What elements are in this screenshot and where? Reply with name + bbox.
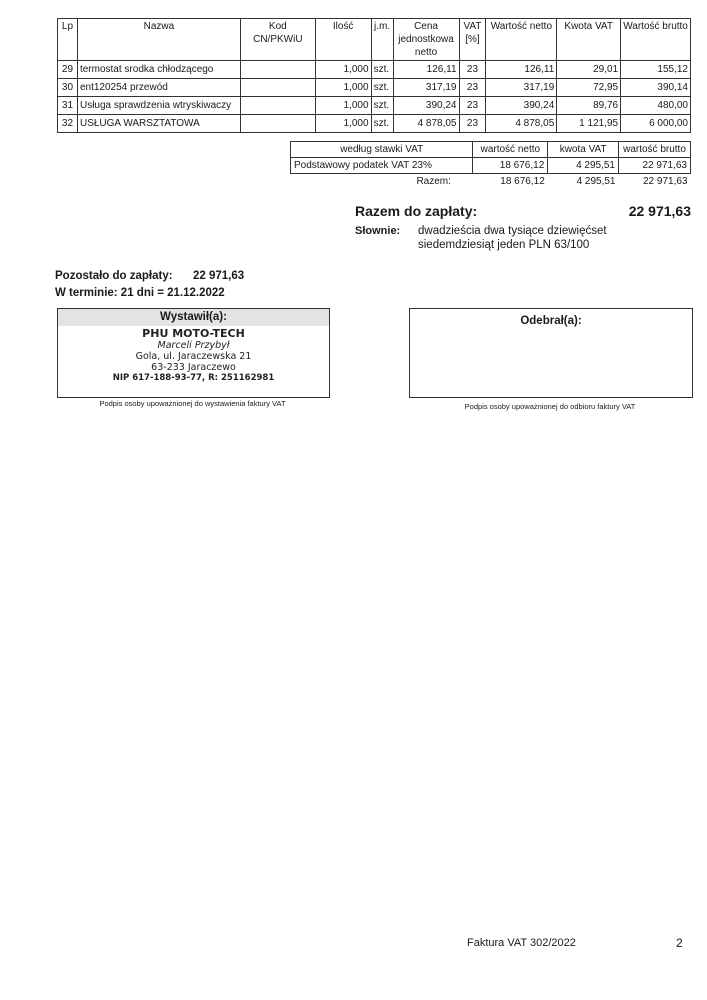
table-row [58,79,691,97]
row-lp: 32 [58,115,78,133]
vat-header-vat: kwota VAT [548,142,619,158]
header-lp: Lp [58,19,78,61]
row-net: 126,11 [486,61,557,79]
row-unit: szt. [371,79,393,97]
vat-header-net: wartość netto [473,142,548,158]
vat-rate-row [291,158,691,174]
vat-rate-net: 18 676,12 [473,158,548,174]
row-name: ent120254 przewód [77,79,240,97]
company-stamp [58,327,329,383]
row-code [240,79,315,97]
row-code [240,115,315,133]
vat-rate-label: Podstawowy podatek VAT 23% [291,158,473,174]
row-gross: 155,12 [621,61,691,79]
header-vat-rate: VAT [%] [459,19,486,61]
stamp-nip: NIP 617-188-93-77, R: 251162981 [112,373,275,383]
row-name: USŁUGA WARSZTATOWA [77,115,240,133]
receiver-signature-box [409,308,693,398]
row-net: 390,24 [486,97,557,115]
table-row [58,115,691,133]
issuer-title: Wystawił(a): [58,309,329,326]
row-vat-rate: 23 [459,115,486,133]
vat-total-net: 18 676,12 [500,176,545,187]
row-qty: 1,000 [315,97,371,115]
row-gross: 390,14 [621,79,691,97]
vat-header-row [291,142,691,158]
payment-term: W terminie: 21 dni = 21.12.2022 [55,287,225,299]
remaining-value: 22 971,63 [193,270,245,282]
footer-page-number: 2 [676,936,683,950]
stamp-company: PHU MOTO-TECH [142,327,245,340]
stamp-street: Gola, ul. Jaraczewska 21 [135,351,252,362]
row-vat-amount: 1 121,95 [557,115,621,133]
header-name: Nazwa [77,19,240,61]
row-vat-amount: 89,76 [557,97,621,115]
stamp-city: 63-233 Jaraczewo [151,362,236,373]
row-unit: szt. [371,61,393,79]
row-qty: 1,000 [315,79,371,97]
header-unit: j.m. [371,19,393,61]
vat-total-vat: 4 295,51 [576,176,616,187]
issuer-signature-caption: Podpis osoby upoważnionej do wystawienia faktury VAT [99,399,286,408]
row-lp: 30 [58,79,78,97]
header-price: Cena jednostkowa netto [393,19,459,61]
row-lp: 31 [58,97,78,115]
row-qty: 1,000 [315,61,371,79]
row-unit: szt. [371,97,393,115]
items-table [57,18,691,133]
row-code [240,97,315,115]
row-name: Usługa sprawdzenia wtryskiwaczy [77,97,240,115]
row-net: 317,19 [486,79,557,97]
vat-total-row [291,174,691,190]
table-row [58,97,691,115]
amount-words [418,224,607,252]
items-header-row [58,19,691,61]
header-qty: Ilość [315,19,371,61]
header-vat-amount: Kwota VAT [557,19,621,61]
receiver-signature-caption: Podpis osoby upoważnionej do odbioru faktury VAT [464,402,636,411]
amount-due-label: Razem do zapłaty: [355,203,478,219]
amount-words-label: Słownie: [355,225,401,237]
receiver-title: Odebrał(a): [520,315,582,327]
row-name: termostat srodka chłodzącego [77,61,240,79]
row-vat-rate: 23 [459,61,486,79]
row-net: 4 878,05 [486,115,557,133]
footer-document: Faktura VAT 302/2022 [467,937,576,949]
header-net: Wartość netto [486,19,557,61]
row-unit: szt. [371,115,393,133]
vat-rate-vat: 4 295,51 [548,158,619,174]
vat-header-gross: wartość brutto [619,142,691,158]
row-gross: 480,00 [621,97,691,115]
row-price: 317,19 [393,79,459,97]
amount-words-line2: siedemdziesiąt jeden PLN 63/100 [418,239,590,251]
amount-due-value: 22 971,63 [628,203,691,219]
row-price: 390,24 [393,97,459,115]
remaining-label: Pozostało do zapłaty: [55,270,173,282]
row-vat-rate: 23 [459,97,486,115]
header-gross: Wartość brutto [621,19,691,61]
row-gross: 6 000,00 [621,115,691,133]
vat-summary-table [290,141,691,189]
row-price: 126,11 [393,61,459,79]
stamp-owner: Marceli Przybył [157,340,230,351]
issuer-signature-box [57,308,330,398]
amount-words-line1: dwadzieścia dwa tysiące dziewięćset [418,225,607,237]
table-row [58,61,691,79]
row-price: 4 878,05 [393,115,459,133]
row-vat-amount: 29,01 [557,61,621,79]
row-vat-rate: 23 [459,79,486,97]
row-lp: 29 [58,61,78,79]
vat-header-rate: według stawki VAT [291,142,473,158]
row-code [240,61,315,79]
row-qty: 1,000 [315,115,371,133]
vat-total-label: Razem: [416,176,451,187]
vat-total-gross: 22 971,63 [643,176,688,187]
header-code: Kod CN/PKWiU [240,19,315,61]
vat-rate-gross: 22 971,63 [619,158,691,174]
row-vat-amount: 72,95 [557,79,621,97]
